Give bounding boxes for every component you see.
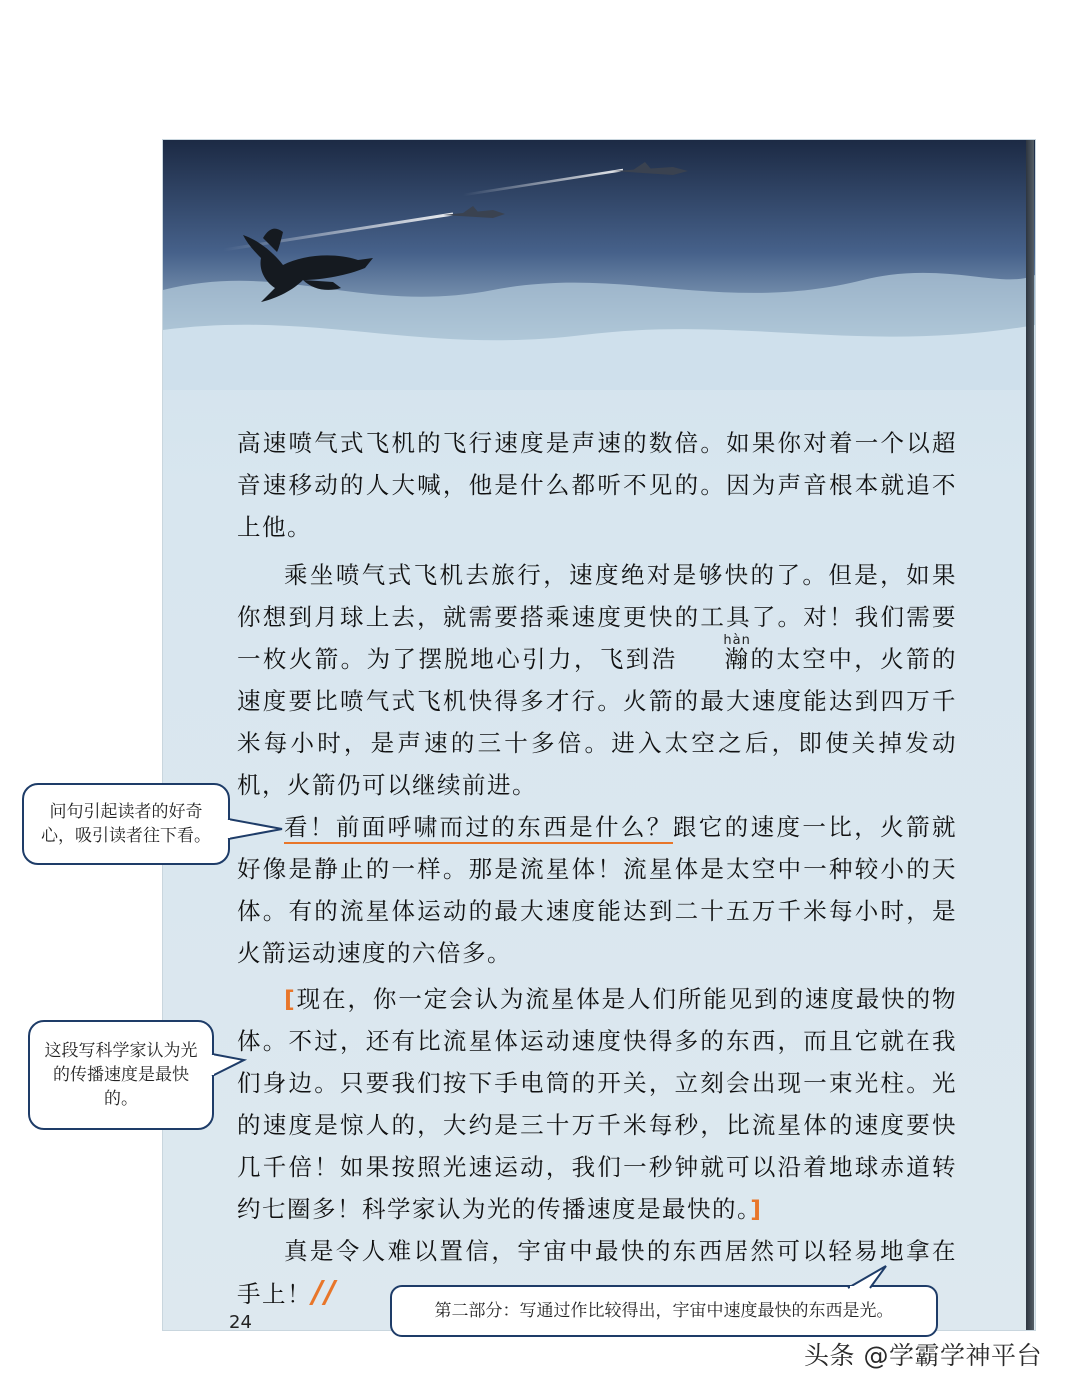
- paragraph-3-text: 跟它的速度一比，火箭就好像是静止的一样。那是流星体！流星体是太空中一种较小的天体。有的流星体运动的最大速度能达到二十五万千米每小时，是火箭运动速度的六倍多。: [237, 813, 958, 967]
- paragraph-1: 高速喷气式飞机的飞行速度是声速的数倍。如果你对着一个以超音速移动的人大喊，他是什么都听不见的。因为声音根本就追不上他。: [237, 429, 957, 541]
- body-text: [237, 422, 957, 1315]
- callout-light-note: [28, 1020, 214, 1130]
- paragraph-5-text: 真是令人难以置信，宇宙中最快的东西居然可以轻易地拿在手上！: [237, 1237, 957, 1308]
- paragraph-4: [237, 978, 957, 1230]
- open-bracket-mark: [: [284, 985, 297, 1013]
- sky-illustration: [163, 140, 1035, 390]
- close-bracket-mark: ]: [750, 1195, 763, 1223]
- callout-summary-note: [390, 1285, 938, 1337]
- callout-question-text: 问句引起读者的好奇心，吸引读者往下看。: [41, 802, 211, 846]
- ruby-annotation: [678, 633, 751, 680]
- underlined-question: 看！前面呼啸而过的东西是什么？: [284, 813, 673, 844]
- callout-tail-2: [210, 1050, 248, 1082]
- section-break-mark: //: [312, 1275, 337, 1310]
- page-number: 24: [229, 1312, 252, 1330]
- ruby-char: 瀚: [724, 645, 750, 673]
- paragraph-2-text-b: 的太空中，火箭的速度要比喷气式飞机快得多才行。火箭的最大速度能达到四万千米每小时，是声速的三十多倍。进入太空之后，即使关掉发动机，火箭仍可以继续前进。: [237, 645, 958, 799]
- pinyin-label: hàn: [723, 633, 751, 648]
- callout-tail-3: [840, 1262, 890, 1292]
- paragraph-2-text-a: 乘坐喷气式飞机去旅行，速度绝对是够快的了。但是，如果你想到月球上去，就需要搭乘速度更快的工具了。对！我们需要一枚火箭。为了摆脱地心引力，飞到浩: [237, 561, 957, 673]
- callout-light-text: 这段写科学家认为光的传播速度是最快的。: [44, 1041, 198, 1109]
- paragraph-2: [237, 554, 957, 806]
- textbook-page: [163, 140, 1035, 1330]
- callout-question-note: [22, 783, 230, 865]
- callout-summary-text: 第二部分：写通过作比较得出，宇宙中速度最快的东西是光。: [434, 1301, 894, 1321]
- watermark: 头条 @学霸学神平台: [804, 1341, 1042, 1370]
- paragraph-4-text: 现在，你一定会认为流星体是人们所能见到的速度最快的物体。不过，还有比流星体运动速度快得多的东西，而且它就在我们身边。只要我们按下手电筒的开关，立刻会出现一束光柱。光的速度是惊人的，大约是三十万千米每秒，比流星体的速度要快几千倍！如果按照光速运动，我们一秒钟就可以沿着地球赤道转约七圈多！科学家认为光的传播速度是最快的。: [237, 985, 957, 1223]
- page-edge: [1026, 140, 1034, 1330]
- callout-tail-1: [226, 815, 286, 845]
- paragraph-3: [237, 806, 957, 974]
